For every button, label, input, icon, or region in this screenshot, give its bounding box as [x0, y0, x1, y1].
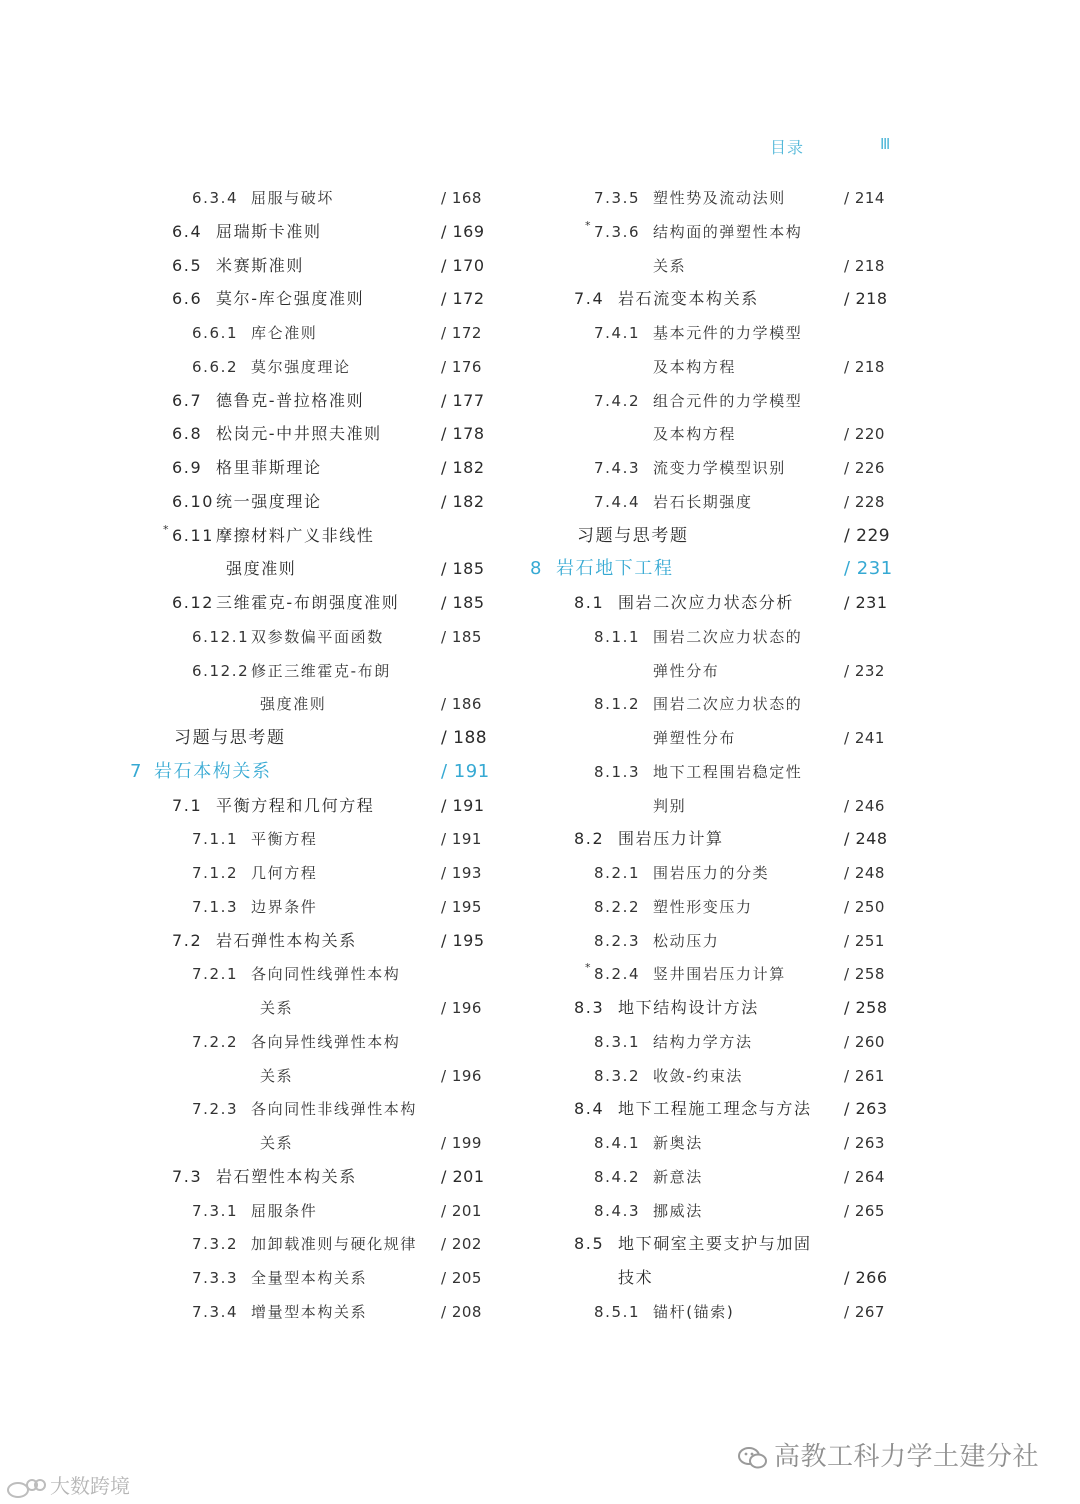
toc-entry-number: 6.10	[172, 491, 215, 511]
toc-entry-title: 格里菲斯理论	[216, 458, 322, 477]
toc-entry-number: 8.4.2	[594, 1167, 641, 1186]
toc-entry-number: 6.12.2	[192, 661, 250, 680]
watermark-source	[6, 1470, 130, 1499]
toc-entry	[0, 961, 1080, 987]
toc-entry-page: / 261	[844, 1066, 885, 1085]
toc-entry-title: 围岩二次应力状态的	[653, 695, 803, 714]
toc-entry	[0, 624, 1080, 650]
toc-entry-page: / 185	[441, 559, 485, 579]
toc-entry-page: / 231	[844, 558, 893, 580]
toc-entry-number: 8.3.1	[594, 1032, 641, 1051]
toc-chapter-entry	[0, 556, 1080, 582]
optional-marker: *	[585, 218, 591, 232]
toc-entry-number: 8.1	[574, 593, 605, 612]
toc-entry-page: / 177	[441, 390, 485, 410]
toc-entry-page: / 232	[844, 661, 885, 680]
toc-entry-title: 技术	[618, 1268, 654, 1287]
toc-entry-page: / 229	[844, 525, 891, 546]
toc-entry-title: 地下结构设计方法	[618, 998, 759, 1017]
toc-entry-title: 新奥法	[653, 1134, 703, 1152]
toc-entry-number: 7	[130, 760, 144, 782]
toc-entry	[0, 759, 1080, 785]
toc-entry-number: 8.5.1	[594, 1302, 641, 1321]
toc-entry-page: / 248	[844, 864, 885, 882]
toc-entry-page: / 258	[844, 965, 885, 984]
toc-entry-page: / 241	[844, 729, 885, 747]
toc-entry-page: / 263	[844, 1134, 885, 1152]
toc-entry-number: 6.6.1	[192, 324, 239, 342]
optional-marker: *	[585, 961, 591, 975]
toc-entry-number: 8.2.1	[594, 864, 641, 882]
toc-entry-title: 地下硐室主要支护与加固	[618, 1234, 812, 1254]
toc-entry-title: 地下工程围岩稳定性	[653, 762, 803, 781]
toc-entry-number: 8.4	[574, 1099, 605, 1119]
toc-entry	[0, 1265, 1080, 1291]
toc-entry-page: / 182	[441, 458, 485, 477]
toc-entry-title: 双参数偏平面函数	[251, 627, 384, 646]
toc-entry-title: 关系	[260, 999, 294, 1017]
toc-entry-number: 7.3.5	[594, 189, 641, 207]
toc-entry-page: / 266	[844, 1268, 888, 1287]
toc-entry	[0, 894, 1080, 920]
toc-entry-page: / 264	[844, 1167, 885, 1186]
toc-entry	[0, 1299, 1080, 1325]
toc-entry-number: 7.4.1	[594, 324, 641, 342]
toc-entry-title: 新意法	[653, 1167, 703, 1186]
toc-entry-number: 6.6	[172, 289, 203, 309]
header-page-number: Ⅲ	[880, 135, 891, 153]
toc-entry-page: / 226	[844, 459, 885, 477]
toc-entry-page: / 201	[441, 1201, 482, 1220]
toc-entry	[0, 219, 1080, 245]
toc-entry-title: 几何方程	[251, 864, 318, 882]
toc-entry-number: 6.9	[172, 458, 203, 477]
toc-entry-title: 岩石弹性本构关系	[216, 930, 357, 950]
toc-entry-number: 6.6.2	[192, 357, 239, 376]
toc-entry-number: 7.1.1	[192, 830, 239, 849]
toc-entry	[0, 658, 1080, 684]
toc-entry-title: 摩擦材料广义非线性	[216, 525, 375, 545]
toc-entry-title: 塑性形变压力	[653, 897, 753, 916]
toc-entry-number: 7.1	[172, 795, 203, 815]
toc-entry-page: / 185	[441, 593, 485, 612]
toc-entry-page: / 172	[441, 289, 485, 309]
toc-entry	[0, 928, 1080, 954]
toc-entry-title: 结构力学方法	[653, 1032, 753, 1051]
toc-entry	[0, 1231, 1080, 1257]
toc-entry-page: / 168	[441, 189, 482, 207]
toc-entry-page: / 191	[441, 830, 482, 849]
toc-entry-title: 屈瑞斯卡准则	[216, 221, 322, 241]
toc-entry-title: 弹塑性分布	[653, 729, 737, 747]
page-header	[0, 130, 1080, 160]
toc-entry-title: 德鲁克-普拉格准则	[216, 390, 365, 410]
toc-entry-title: 加卸载准则与硬化规律	[251, 1235, 418, 1254]
toc-entry-title: 米赛斯准则	[216, 255, 305, 275]
toc-entry-number: 8.2.2	[594, 897, 641, 916]
toc-entry-title: 收敛-约束法	[653, 1066, 744, 1085]
toc-entry-number: 7.3.3	[192, 1269, 239, 1287]
toc-entry-page: / 218	[844, 256, 885, 275]
toc-entry-page: / 218	[844, 289, 888, 309]
toc-entry-page: / 265	[844, 1201, 885, 1220]
toc-entry-title: 松动压力	[653, 931, 720, 950]
toc-entry-title: 及本构方程	[653, 357, 737, 376]
toc-entry-title: 增量型本构关系	[251, 1302, 368, 1321]
toc-entry-page: / 220	[844, 425, 885, 444]
toc-entry-number: 6.11	[172, 525, 215, 545]
toc-entry-number: 7.1.2	[192, 864, 239, 882]
watermark-publisher	[738, 1436, 1039, 1473]
toc-entry-title: 修正三维霍克-布朗	[251, 661, 391, 680]
toc-entry-title: 平衡方程和几何方程	[216, 795, 375, 815]
toc-entry-number: 8.1.1	[594, 627, 641, 646]
toc-entry	[0, 1130, 1080, 1156]
toc-entry	[0, 1029, 1080, 1055]
toc-entry-title: 各向同性线弹性本构	[251, 965, 401, 984]
toc-entry-title: 平衡方程	[251, 830, 318, 849]
toc-entry	[0, 455, 1080, 481]
toc-entry-title: 莫尔强度理论	[251, 357, 351, 376]
toc-entry	[0, 253, 1080, 279]
toc-entry-number: 7.4.2	[594, 391, 641, 410]
toc-entry-title: 习题与思考题	[577, 525, 689, 546]
toc-entry-number: 8.2.4	[594, 965, 641, 984]
toc-entry	[0, 1096, 1080, 1122]
toc-entry-number: 6.8	[172, 424, 203, 444]
toc-entry-title: 关系	[653, 256, 687, 275]
toc-entry-page: / 218	[844, 357, 885, 376]
toc-entry-page: / 201	[441, 1166, 485, 1186]
toc-entry-title: 岩石地下工程	[556, 558, 674, 580]
toc-entry	[0, 388, 1080, 414]
toc-entry-title: 边界条件	[251, 897, 318, 916]
toc-entry-number: 6.4	[172, 221, 203, 241]
toc-entry	[0, 286, 1080, 312]
toc-entry	[0, 523, 1080, 549]
toc-entry-number: 8.1.3	[594, 762, 641, 781]
toc-entry-page: / 195	[441, 930, 485, 950]
toc-entry-page: / 196	[441, 1066, 482, 1085]
toc-entry-number: 7.2	[172, 930, 203, 950]
toc-entry-page: / 250	[844, 897, 885, 916]
toc-entry	[0, 995, 1080, 1021]
toc-entry-page: / 263	[844, 1099, 888, 1119]
toc-entry-page: / 172	[441, 324, 482, 342]
toc-entry-page: / 193	[441, 864, 482, 882]
toc-entry-number: 7.2.1	[192, 965, 239, 984]
toc-entry	[0, 1063, 1080, 1089]
toc-entry-title: 岩石长期强度	[653, 492, 753, 511]
toc-entry-page: / 228	[844, 492, 885, 511]
toc-entry-page: / 202	[441, 1235, 482, 1254]
toc-entry-title: 塑性势及流动法则	[653, 189, 786, 207]
toc-entry-page: / 246	[844, 796, 885, 815]
toc-entry-number: 8.5	[574, 1234, 605, 1254]
toc-entry-title: 围岩压力的分类	[653, 864, 770, 882]
toc-entry-title: 莫尔-库仑强度准则	[216, 289, 365, 309]
toc-entry-title: 全量型本构关系	[251, 1269, 368, 1287]
toc-entry-number: 7.1.3	[192, 897, 239, 916]
toc-entry-number: 8.1.2	[594, 695, 641, 714]
toc-entry-number: 7.3.6	[594, 222, 641, 241]
toc-entry-page: / 258	[844, 998, 888, 1017]
toc-entry-title: 屈服条件	[251, 1201, 318, 1220]
toc-entry-title: 竖井围岩压力计算	[653, 965, 786, 984]
toc-entry	[0, 320, 1080, 346]
toc-entry-page: / 214	[844, 189, 885, 207]
toc-entry	[0, 354, 1080, 380]
toc-entry-number: 7.3.4	[192, 1302, 239, 1321]
toc-entry-title: 关系	[260, 1066, 294, 1085]
toc-entry-number: 7.3.1	[192, 1201, 239, 1220]
toc-entry-page: / 248	[844, 829, 888, 849]
toc-entry-title: 基本元件的力学模型	[653, 324, 803, 342]
toc-entry-title: 关系	[260, 1134, 294, 1152]
optional-marker: *	[163, 522, 169, 536]
toc-entry-title: 地下工程施工理念与方法	[618, 1099, 812, 1119]
toc-entry-page: / 208	[441, 1302, 482, 1321]
toc-entry-number: 8.4.1	[594, 1134, 641, 1152]
toc-entry-number: 7.4	[574, 289, 605, 309]
toc-entry-page: / 191	[441, 795, 485, 815]
toc-entry-number: 7.2.3	[192, 1100, 239, 1119]
toc-entry-title: 判别	[653, 796, 687, 815]
wechat-icon	[738, 1446, 768, 1470]
toc-entry-number: 8.3.2	[594, 1066, 641, 1085]
toc-entry-number: 8.2.3	[594, 931, 641, 950]
toc-entry-title: 弹性分布	[653, 661, 720, 680]
toc-entry-title: 各向异性线弹性本构	[251, 1032, 401, 1051]
toc-entry-number: 7.4.4	[594, 492, 641, 511]
toc-entry-number: 8.4.3	[594, 1201, 641, 1220]
toc-entry-title: 各向同性非线弹性本构	[251, 1100, 418, 1119]
toc-entry-title: 及本构方程	[653, 425, 737, 444]
toc-entry	[0, 421, 1080, 447]
toc-entry-page: / 231	[844, 593, 888, 612]
toc-entry-number: 6.7	[172, 390, 203, 410]
toc-entry	[0, 725, 1080, 751]
toc-entry-title: 统一强度理论	[216, 491, 322, 511]
toc-entry-title: 组合元件的力学模型	[653, 391, 803, 410]
toc-entry-page: / 170	[441, 255, 485, 275]
toc-entry-title: 强度准则	[226, 559, 297, 579]
toc-entry-page: / 251	[844, 931, 885, 950]
toc-entry-title: 挪威法	[653, 1201, 703, 1220]
toc-entry-title: 围岩压力计算	[618, 829, 724, 849]
toc-entry	[0, 826, 1080, 852]
toc-entry-number: 7.2.2	[192, 1032, 239, 1051]
toc-entry-title: 锚杆(锚索)	[653, 1302, 735, 1321]
toc-entry-page: / 191	[441, 760, 490, 782]
toc-entry-number: 6.3.4	[192, 189, 239, 207]
toc-entry-page: / 196	[441, 999, 482, 1017]
toc-entry-number: 6.12.1	[192, 627, 250, 646]
toc-entry-number: 7.3	[172, 1166, 203, 1186]
toc-entry	[0, 1198, 1080, 1224]
header-title: 目录	[770, 138, 805, 157]
toc-entry-number: 8.3	[574, 998, 605, 1017]
toc-entry-number: 8.2	[574, 829, 605, 849]
toc-entry	[0, 691, 1080, 717]
toc-entry-number: 6.5	[172, 255, 203, 275]
toc-entry	[0, 590, 1080, 616]
toc-entry	[0, 860, 1080, 886]
toc-entry-page: / 186	[441, 695, 482, 714]
toc-entry-title: 岩石流变本构关系	[618, 289, 759, 309]
toc-entry-title: 库仑准则	[251, 324, 318, 342]
toc-entry-title: 强度准则	[260, 695, 327, 714]
watermark-source-text: 大数跨境	[50, 1474, 130, 1498]
toc-entry-page: / 199	[441, 1134, 482, 1152]
toc-entry-page: / 176	[441, 357, 482, 376]
toc-entry-title: 岩石本构关系	[154, 760, 272, 782]
toc-entry-page: / 260	[844, 1032, 885, 1051]
toc-entry-page: / 205	[441, 1269, 482, 1287]
toc-entry-title: 岩石塑性本构关系	[216, 1166, 357, 1186]
toc-entry-title: 屈服与破坏	[251, 189, 335, 207]
toc-entry-number: 7.4.3	[594, 459, 641, 477]
toc-entry-title: 习题与思考题	[174, 728, 286, 748]
toc-entry-page: / 169	[441, 221, 485, 241]
toc-entry-title: 三维霍克-布朗强度准则	[216, 593, 400, 612]
toc-entry	[0, 793, 1080, 819]
toc-entry-page: / 178	[441, 424, 485, 444]
toc-entry-number: 7.3.2	[192, 1235, 239, 1254]
toc-entry-page: / 185	[441, 627, 482, 646]
toc-entry-page: / 188	[441, 728, 488, 748]
toc-entry-title: 结构面的弹塑性本构	[653, 222, 803, 241]
toc-entry-title: 围岩二次应力状态分析	[618, 593, 795, 612]
toc-entry-title: 围岩二次应力状态的	[653, 627, 803, 646]
toc-entry-title: 流变力学模型识别	[653, 459, 786, 477]
toc-entry	[0, 489, 1080, 515]
toc-entry	[0, 185, 1080, 211]
toc-entry	[0, 1164, 1080, 1190]
toc-entry-page: / 195	[441, 897, 482, 916]
weibo-icon	[6, 1477, 46, 1499]
toc-entry-page: / 182	[441, 491, 485, 511]
watermark-publisher-text: 高教工科力学土建分社	[774, 1442, 1040, 1472]
toc-entry-title: 松岗元-中井照夫准则	[216, 424, 382, 444]
toc-entry-number: 8	[530, 558, 544, 580]
toc-entry-number: 6.12	[172, 593, 215, 612]
toc-entry-page: / 267	[844, 1302, 885, 1321]
